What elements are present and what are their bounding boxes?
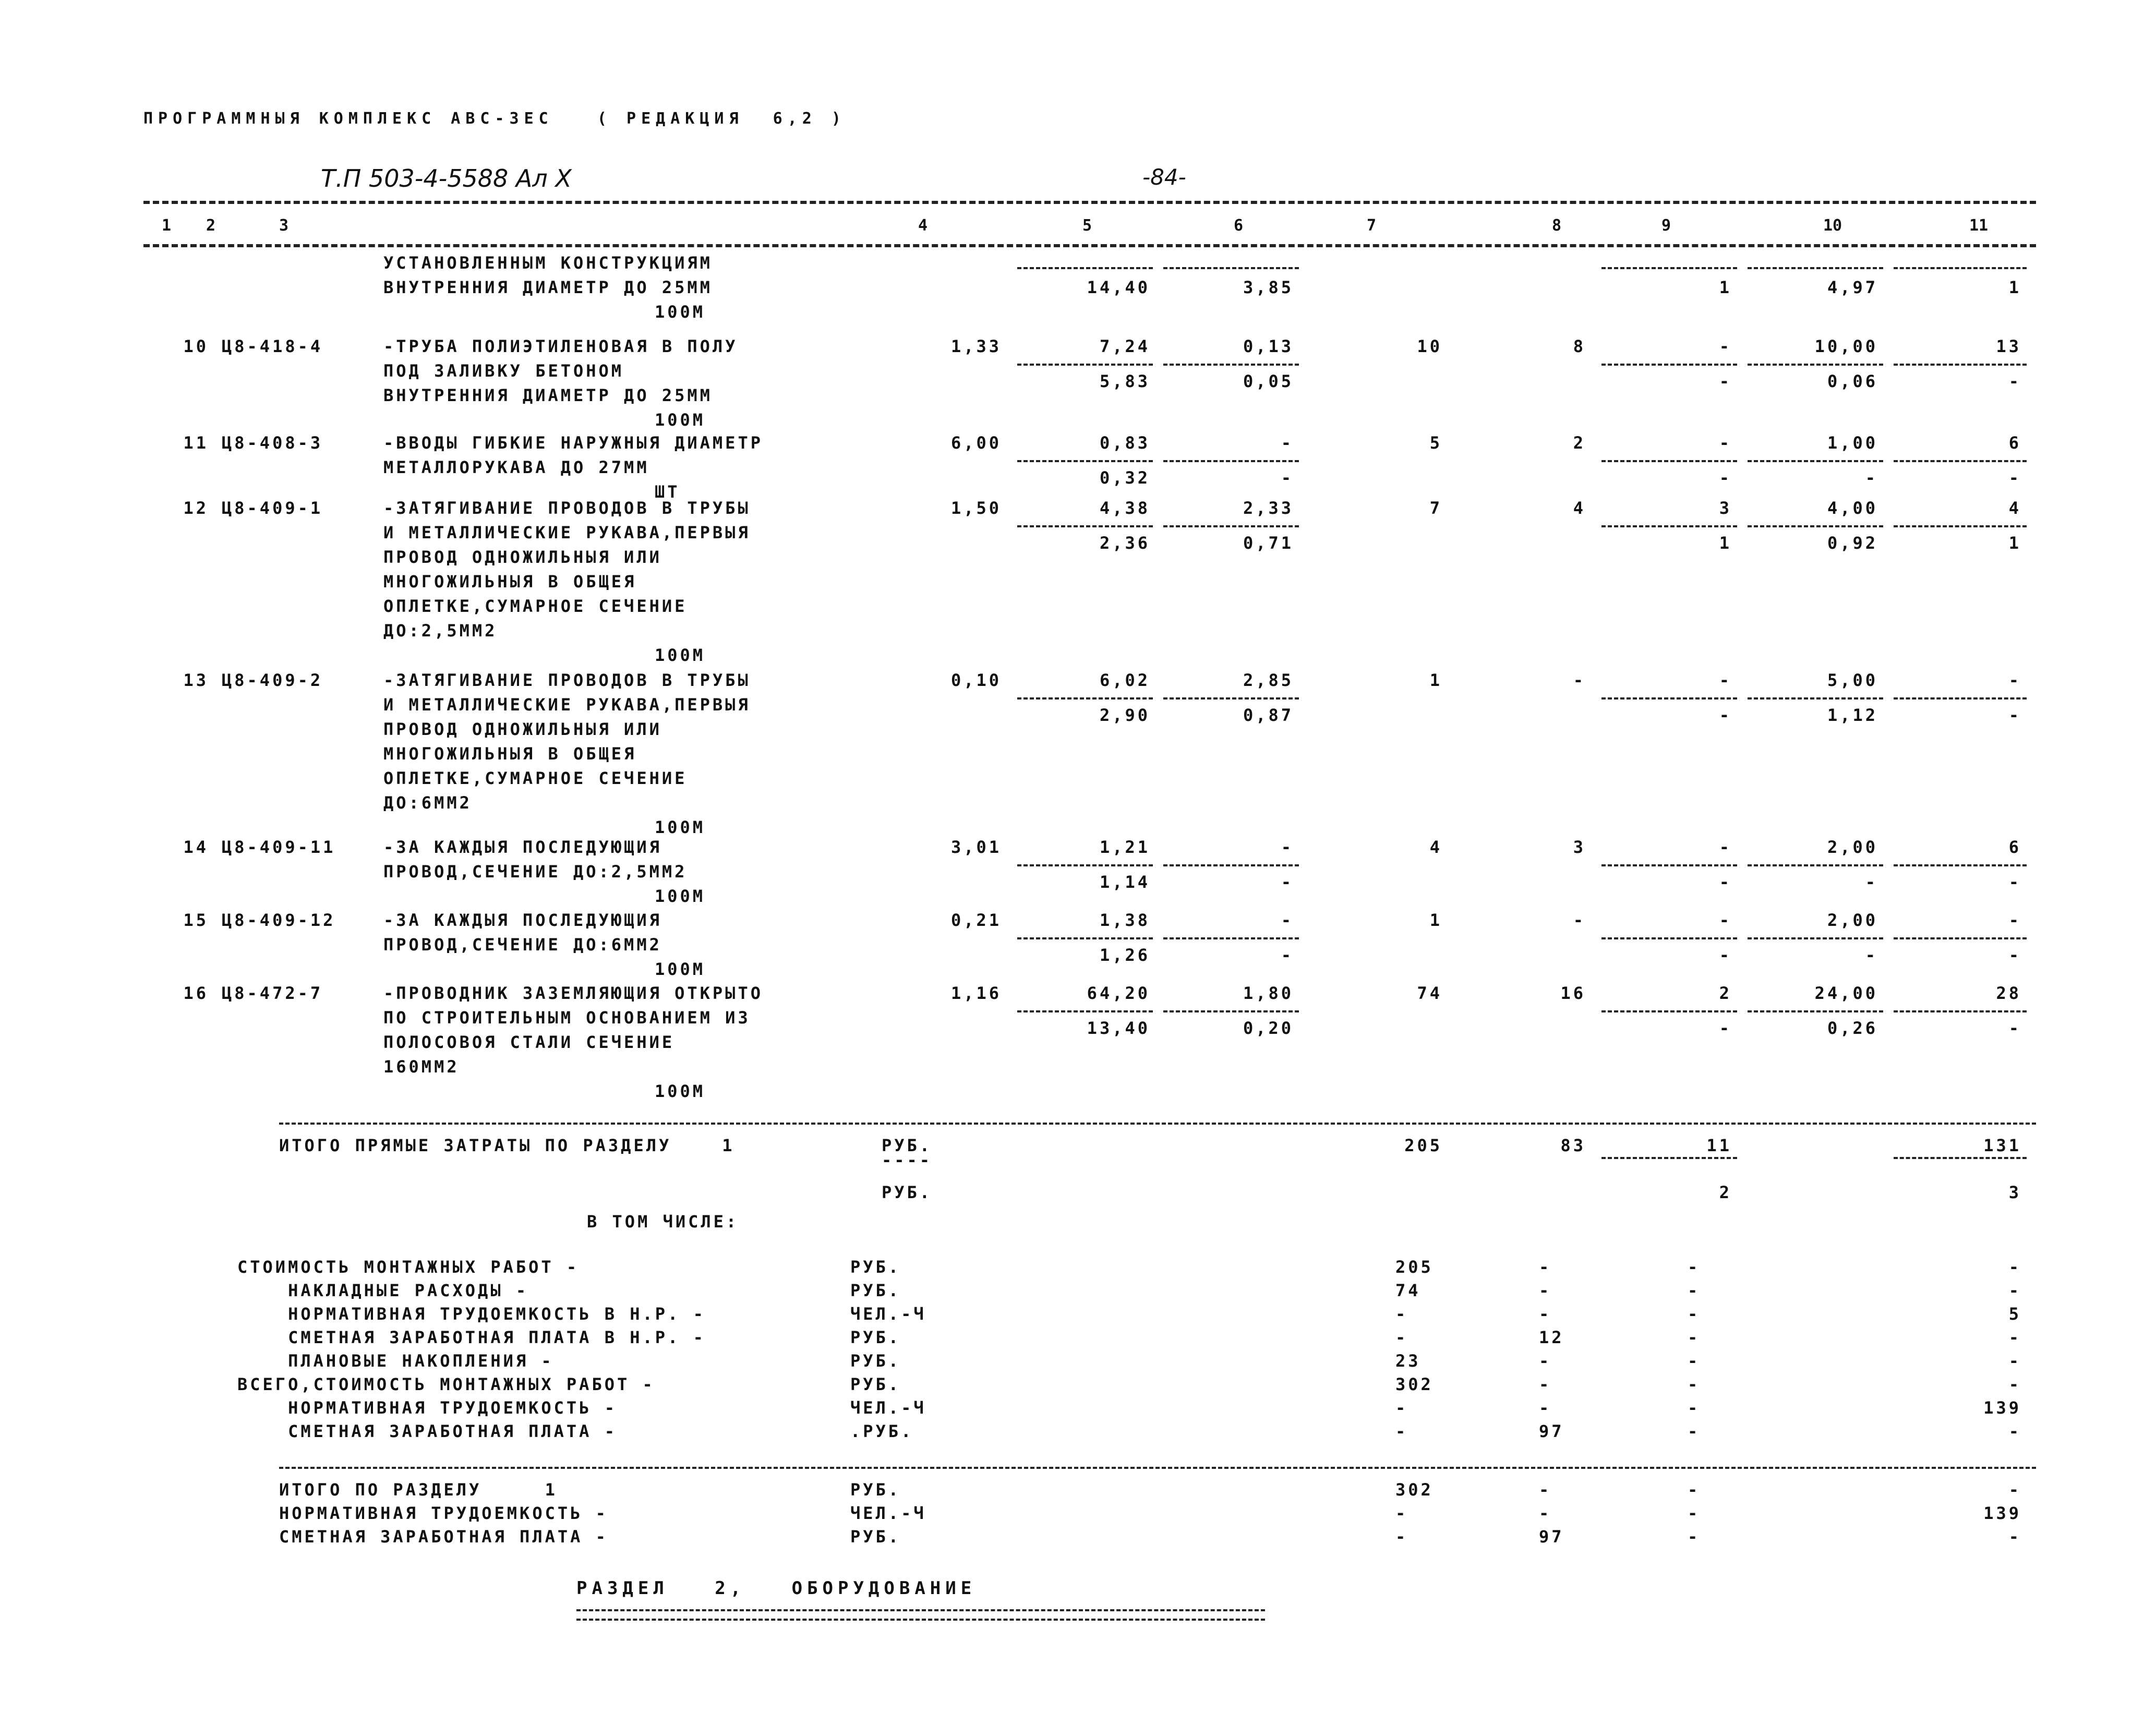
summary-line-c8: - xyxy=(1539,1257,1552,1277)
table-cell: 0,21 xyxy=(950,910,1002,930)
dash-separator xyxy=(1894,460,2027,462)
section-line-unit: ЧЕЛ.-Ч xyxy=(850,1503,926,1523)
table-cell: 1 xyxy=(1719,533,1732,553)
section-line-c8: 97 xyxy=(1539,1527,1564,1547)
table-cell: - xyxy=(1281,837,1294,857)
column-header: 8 xyxy=(1552,216,1562,235)
summary-line-c9: - xyxy=(1688,1351,1701,1371)
table-cell: 0,20 xyxy=(1243,1018,1294,1038)
table-cell: - xyxy=(1719,468,1732,488)
section-end-rule xyxy=(279,1467,2036,1469)
dash-separator xyxy=(1163,460,1299,462)
summary-line-unit: РУБ. xyxy=(850,1374,901,1394)
dash-separator xyxy=(1601,364,1737,366)
table-cell: - xyxy=(1719,1018,1732,1038)
row-code: Ц8-409-2 xyxy=(222,670,323,690)
table-cell: - xyxy=(1719,705,1732,725)
summary-line-c7: 205 xyxy=(1395,1257,1434,1277)
row-description-line: 100М xyxy=(655,886,706,906)
table-cell: - xyxy=(2008,1018,2021,1038)
table-cell: 4 xyxy=(2008,498,2021,518)
table-cell: 2,00 xyxy=(1827,837,1878,857)
including-heading: В ТОМ ЧИСЛЕ: xyxy=(587,1212,739,1232)
row-code: Ц8-409-11 xyxy=(222,837,336,857)
section-line-unit: РУБ. xyxy=(850,1480,901,1500)
summary-line-c7: - xyxy=(1395,1328,1408,1347)
table-cell: 2 xyxy=(1719,983,1732,1003)
summary-line-unit: РУБ. xyxy=(850,1257,901,1277)
row-description-line: УСТАНОВЛЕННЫМ КОНСТРУКЦИЯМ xyxy=(383,253,713,273)
table-cell: 2 xyxy=(1719,1183,1732,1202)
table-cell: - xyxy=(1719,371,1732,391)
summary-unit-dash: ---- xyxy=(882,1150,933,1170)
section-line-c7: 302 xyxy=(1395,1480,1434,1500)
table-cell: 4,00 xyxy=(1827,498,1878,518)
dash-separator xyxy=(1163,267,1299,269)
table-cell: 24,00 xyxy=(1814,983,1878,1003)
row-code: Ц8-408-3 xyxy=(222,433,323,453)
row-description-line: -ЗАТЯГИВАНИЕ ПРОВОДОВ В ТРУБЫ xyxy=(383,498,751,518)
row-description-line: 160ММ2 xyxy=(383,1057,460,1077)
dash-separator xyxy=(1748,267,1883,269)
table-cell: - xyxy=(1573,670,1586,690)
table-cell: - xyxy=(2008,1421,2021,1441)
column-header: 2 xyxy=(206,216,216,235)
table-cell: - xyxy=(2008,705,2021,725)
table-cell: 0,87 xyxy=(1243,705,1294,725)
next-section-underline xyxy=(576,1609,1265,1621)
table-cell: 0,06 xyxy=(1827,371,1878,391)
table-cell: 1,00 xyxy=(1827,433,1878,453)
column-header: 1 xyxy=(162,216,172,235)
table-cell: 1,12 xyxy=(1827,705,1878,725)
table-cell: 83 xyxy=(1560,1136,1586,1155)
table-cell: 3 xyxy=(1719,498,1732,518)
column-header: 3 xyxy=(279,216,289,235)
section-line-label: НОРМАТИВНАЯ ТРУДОЕМКОСТЬ - xyxy=(279,1503,608,1523)
summary-line-label: СМЕТНАЯ ЗАРАБОТНАЯ ПЛАТА - xyxy=(237,1421,617,1441)
summary-line-unit: ЧЕЛ.-Ч xyxy=(850,1398,926,1418)
summary-line-c8: 97 xyxy=(1539,1421,1564,1441)
table-cell: - xyxy=(1719,837,1732,857)
table-cell: - xyxy=(1865,468,1878,488)
dash-separator xyxy=(1601,1010,1737,1012)
dash-separator xyxy=(1748,937,1883,939)
table-cell: - xyxy=(1865,945,1878,965)
section-line-c9: - xyxy=(1688,1480,1701,1500)
table-cell: - xyxy=(1719,945,1732,965)
table-cell: 3 xyxy=(2008,1183,2021,1202)
summary-line-c9: - xyxy=(1688,1398,1701,1418)
row-description-line: И МЕТАЛЛИЧЕСКИЕ РУКАВА,ПЕРВЫЯ xyxy=(383,523,751,542)
table-cell: 1,26 xyxy=(1099,945,1150,965)
table-cell: 3,01 xyxy=(950,837,1002,857)
summary-line-label: НОРМАТИВНАЯ ТРУДОЕМКОСТЬ - xyxy=(237,1398,617,1418)
table-cell: 1,38 xyxy=(1099,910,1150,930)
table-cell: 16 xyxy=(1560,983,1586,1003)
table-cell: - xyxy=(1719,910,1732,930)
dash-separator xyxy=(1017,460,1153,462)
section-line-label: СМЕТНАЯ ЗАРАБОТНАЯ ПЛАТА - xyxy=(279,1527,608,1547)
table-cell: 2 xyxy=(1573,433,1586,453)
row-description-line: -ПРОВОДНИК ЗАЗЕМЛЯЮЩИЯ ОТКРЫТО xyxy=(383,983,763,1003)
table-cell: 1,50 xyxy=(950,498,1002,518)
dash-separator xyxy=(1163,364,1299,366)
dash-separator xyxy=(1017,364,1153,366)
row-code: Ц8-472-7 xyxy=(222,983,323,1003)
summary-line-c8: - xyxy=(1539,1304,1552,1324)
dash-separator xyxy=(1601,1157,1737,1159)
table-cell: - xyxy=(2008,670,2021,690)
row-description-line: ПРОВОД,СЕЧЕНИЕ ДО:2,5ММ2 xyxy=(383,862,688,882)
table-cell: - xyxy=(2008,910,2021,930)
table-cell: 139 xyxy=(1983,1503,2021,1523)
dash-separator xyxy=(1017,937,1153,939)
table-cell: - xyxy=(1281,872,1294,892)
next-section-title: РАЗДЕЛ 2, ОБОРУДОВАНИЕ xyxy=(576,1578,977,1599)
row-number: 11 xyxy=(183,433,209,453)
table-cell: 5 xyxy=(1429,433,1442,453)
table-cell: - xyxy=(1719,336,1732,356)
table-cell: 1,33 xyxy=(950,336,1002,356)
summary-unit: РУБ. xyxy=(882,1136,933,1155)
summary-line-label: ВСЕГО,СТОИМОСТЬ МОНТАЖНЫХ РАБОТ - xyxy=(237,1374,655,1394)
table-cell: 14,40 xyxy=(1087,278,1150,297)
dash-separator xyxy=(1601,460,1737,462)
dash-separator xyxy=(1163,937,1299,939)
row-description-line: ПО СТРОИТЕЛЬНЫМ ОСНОВАНИЕМ ИЗ xyxy=(383,1008,751,1028)
table-cell: 4,38 xyxy=(1099,498,1150,518)
row-description-line: -ТРУБА ПОЛИЭТИЛЕНОВАЯ В ПОЛУ xyxy=(383,336,738,356)
table-cell: - xyxy=(2008,371,2021,391)
dash-separator xyxy=(1601,937,1737,939)
program-header: ПРОГРАММНЫЯ КОМПЛЕКС АВС-ЗЕС ( РЕДАКЦИЯ 6,2 ) xyxy=(143,110,846,128)
table-cell: 5,00 xyxy=(1827,670,1878,690)
column-header: 7 xyxy=(1367,216,1377,235)
table-cell: 205 xyxy=(1404,1136,1442,1155)
row-description-line: 100М xyxy=(655,1081,706,1101)
table-cell: 6,02 xyxy=(1099,670,1150,690)
dash-separator xyxy=(1748,525,1883,527)
row-description-line: ДО:6ММ2 xyxy=(383,793,472,813)
summary-line-c9: - xyxy=(1688,1304,1701,1324)
row-description-line: ПРОВОД ОДНОЖИЛЬНЫЯ ИЛИ xyxy=(383,719,662,739)
dash-separator xyxy=(1894,525,2027,527)
row-number: 13 xyxy=(183,670,209,690)
section-line-c9: - xyxy=(1688,1527,1701,1547)
table-cell: - xyxy=(1281,468,1294,488)
table-cell: - xyxy=(2008,1257,2021,1277)
table-cell: 2,36 xyxy=(1099,533,1150,553)
table-cell: 1,16 xyxy=(950,983,1002,1003)
dash-separator xyxy=(1017,864,1153,866)
row-number: 12 xyxy=(183,498,209,518)
table-cell: - xyxy=(1281,433,1294,453)
table-cell: 13 xyxy=(1996,336,2021,356)
summary-line-c9: - xyxy=(1688,1257,1701,1277)
dash-separator xyxy=(1601,525,1737,527)
table-cell: 0,92 xyxy=(1827,533,1878,553)
table-cell: 4 xyxy=(1573,498,1586,518)
table-cell: 1 xyxy=(1719,278,1732,297)
section-line-unit: РУБ. xyxy=(850,1527,901,1547)
summary-line-c9: - xyxy=(1688,1374,1701,1394)
summary-unit: РУБ. xyxy=(882,1183,933,1202)
dash-separator xyxy=(1601,864,1737,866)
summary-line-c7: - xyxy=(1395,1421,1408,1441)
row-code: Ц8-409-1 xyxy=(222,498,323,518)
table-cell: 4 xyxy=(1429,837,1442,857)
table-cell: 10,00 xyxy=(1814,336,1878,356)
row-description-line: -ЗА КАЖДЫЯ ПОСЛЕДУЮЩИЯ xyxy=(383,910,662,930)
table-cell: 28 xyxy=(1996,983,2021,1003)
table-cell: 6 xyxy=(2008,433,2021,453)
section-line-c7: - xyxy=(1395,1527,1408,1547)
column-header: 4 xyxy=(918,216,928,235)
summary-line-c9: - xyxy=(1688,1328,1701,1347)
row-description-line: МЕТАЛЛОРУКАВА ДО 27ММ xyxy=(383,457,649,477)
summary-line-c7: - xyxy=(1395,1398,1408,1418)
table-cell: 8 xyxy=(1573,336,1586,356)
row-description-line: -ЗА КАЖДЫЯ ПОСЛЕДУЮЩИЯ xyxy=(383,837,662,857)
table-cell: 131 xyxy=(1983,1136,2021,1155)
dash-separator xyxy=(1163,525,1299,527)
row-description-line: ВНУТРЕННИЯ ДИАМЕТР ДО 25ММ xyxy=(383,278,713,297)
summary-line-label: СТОИМОСТЬ МОНТАЖНЫХ РАБОТ - xyxy=(237,1257,580,1277)
dash-separator xyxy=(1601,267,1737,269)
column-header: 6 xyxy=(1234,216,1244,235)
row-description-line: ПОД ЗАЛИВКУ БЕТОНОМ xyxy=(383,361,624,381)
summary-line-label: НАКЛАДНЫЕ РАСХОДЫ - xyxy=(237,1281,529,1300)
table-cell: 10 xyxy=(1417,336,1442,356)
table-cell: 6 xyxy=(2008,837,2021,857)
table-cell: 6,00 xyxy=(950,433,1002,453)
row-description-line: ОПЛЕТКЕ,СУМАРНОЕ СЕЧЕНИЕ xyxy=(383,768,688,788)
table-cell: 1 xyxy=(1429,910,1442,930)
table-top-rule xyxy=(143,201,2036,204)
dash-separator xyxy=(1601,697,1737,699)
table-cell: - xyxy=(2008,945,2021,965)
summary-line-label: ПЛАНОВЫЕ НАКОПЛЕНИЯ - xyxy=(237,1351,554,1371)
row-description-line: ДО:2,5ММ2 xyxy=(383,621,498,641)
table-cell: 7 xyxy=(1429,498,1442,518)
row-description-line: -ЗАТЯГИВАНИЕ ПРОВОДОВ В ТРУБЫ xyxy=(383,670,751,690)
row-description-line: 100М xyxy=(655,302,706,322)
table-cell: 2,85 xyxy=(1243,670,1294,690)
table-cell: - xyxy=(2008,1328,2021,1347)
summary-line-c7: 23 xyxy=(1395,1351,1421,1371)
row-description-line: ШТ xyxy=(655,482,680,502)
table-cell: - xyxy=(1281,910,1294,930)
summary-line-c7: - xyxy=(1395,1304,1408,1324)
summary-line-unit: .РУБ. xyxy=(850,1421,914,1441)
table-cell: 7,24 xyxy=(1099,336,1150,356)
row-number: 16 xyxy=(183,983,209,1003)
row-code: Ц8-409-12 xyxy=(222,910,336,930)
column-header: 11 xyxy=(1969,216,1989,235)
dash-separator xyxy=(1894,1010,2027,1012)
dash-separator xyxy=(1894,364,2027,366)
row-description-line: МНОГОЖИЛЬНЫЯ В ОБЩЕЯ xyxy=(383,572,637,592)
dash-separator xyxy=(1748,460,1883,462)
summary-line-c8: - xyxy=(1539,1351,1552,1371)
row-description-line: 100М xyxy=(655,817,706,837)
table-cell: - xyxy=(1719,872,1732,892)
row-description-line: ОПЛЕТКЕ,СУМАРНОЕ СЕЧЕНИЕ xyxy=(383,596,688,616)
row-number: 15 xyxy=(183,910,209,930)
table-cell: 74 xyxy=(1417,983,1442,1003)
table-cell: 1,21 xyxy=(1099,837,1150,857)
table-cell: - xyxy=(1281,945,1294,965)
summary-line-unit: РУБ. xyxy=(850,1281,901,1300)
table-cell: - xyxy=(2008,1480,2021,1500)
summary-line-unit: ЧЕЛ.-Ч xyxy=(850,1304,926,1324)
table-cell: 3 xyxy=(1573,837,1586,857)
summary-total-label: ИТОГО ПРЯМЫЕ ЗАТРАТЫ ПО РАЗДЕЛУ 1 xyxy=(279,1136,735,1155)
section-line-c9: - xyxy=(1688,1503,1701,1523)
table-cell: 1 xyxy=(2008,278,2021,297)
section-total-rule xyxy=(279,1123,2036,1125)
table-cell: 1 xyxy=(2008,533,2021,553)
row-description-line: 100М xyxy=(655,645,706,665)
summary-line-c7: 302 xyxy=(1395,1374,1434,1394)
summary-line-label: НОРМАТИВНАЯ ТРУДОЕМКОСТЬ В Н.Р. - xyxy=(237,1304,706,1324)
table-cell: - xyxy=(2008,1281,2021,1300)
table-cell: 2,00 xyxy=(1827,910,1878,930)
dash-separator xyxy=(1894,937,2027,939)
dash-separator xyxy=(1748,864,1883,866)
table-cell: 1,80 xyxy=(1243,983,1294,1003)
section-line-c8: - xyxy=(1539,1503,1552,1523)
row-description-line: МНОГОЖИЛЬНЫЯ В ОБЩЕЯ xyxy=(383,744,637,764)
summary-line-c9: - xyxy=(1688,1281,1701,1300)
table-cell: 0,71 xyxy=(1243,533,1294,553)
table-cell: 0,32 xyxy=(1099,468,1150,488)
summary-line-c9: - xyxy=(1688,1421,1701,1441)
dash-separator xyxy=(1017,1010,1153,1012)
row-description-line: ПРОВОД ОДНОЖИЛЬНЫЯ ИЛИ xyxy=(383,547,662,567)
document-code: Т.П 503-4-5588 Ал Х xyxy=(321,164,572,192)
table-cell: - xyxy=(1719,670,1732,690)
row-description-line: 100М xyxy=(655,959,706,979)
table-cell: 1,14 xyxy=(1099,872,1150,892)
dash-separator xyxy=(1894,697,2027,699)
column-header: 10 xyxy=(1823,216,1842,235)
table-cell: 64,20 xyxy=(1087,983,1150,1003)
table-cell: - xyxy=(2008,1527,2021,1547)
table-cell: - xyxy=(1573,910,1586,930)
table-cell: - xyxy=(1865,872,1878,892)
dash-separator xyxy=(1894,267,2027,269)
table-cell: - xyxy=(2008,1351,2021,1371)
dash-separator xyxy=(1748,697,1883,699)
dash-separator xyxy=(1017,525,1153,527)
dash-separator xyxy=(1017,697,1153,699)
row-description-line: 100М xyxy=(655,410,706,430)
table-cell: - xyxy=(2008,1374,2021,1394)
row-description-line: -ВВОДЫ ГИБКИЕ НАРУЖНЫЯ ДИАМЕТР xyxy=(383,433,763,453)
row-number: 14 xyxy=(183,837,209,857)
table-cell: - xyxy=(1719,433,1732,453)
dash-separator xyxy=(1163,864,1299,866)
dash-separator xyxy=(1894,864,2027,866)
summary-line-label: СМЕТНАЯ ЗАРАБОТНАЯ ПЛАТА В Н.Р. - xyxy=(237,1328,706,1347)
summary-line-c8: - xyxy=(1539,1398,1552,1418)
dash-separator xyxy=(1748,1010,1883,1012)
table-cell: 2,33 xyxy=(1243,498,1294,518)
row-description-line: ПОЛОСОВОЯ СТАЛИ СЕЧЕНИЕ xyxy=(383,1032,675,1052)
summary-line-unit: РУБ. xyxy=(850,1328,901,1347)
table-cell: 3,85 xyxy=(1243,278,1294,297)
summary-line-c8: - xyxy=(1539,1374,1552,1394)
table-cell: 2,90 xyxy=(1099,705,1150,725)
row-code: Ц8-418-4 xyxy=(222,336,323,356)
section-line-c7: - xyxy=(1395,1503,1408,1523)
table-cell: 0,83 xyxy=(1099,433,1150,453)
column-header: 9 xyxy=(1661,216,1671,235)
column-header: 5 xyxy=(1082,216,1092,235)
table-cell: 0,13 xyxy=(1243,336,1294,356)
table-cell: 0,10 xyxy=(950,670,1002,690)
dash-separator xyxy=(1163,1010,1299,1012)
section-line-c8: - xyxy=(1539,1480,1552,1500)
section-line-label: ИТОГО ПО РАЗДЕЛУ 1 xyxy=(279,1480,558,1500)
table-header-rule xyxy=(143,244,2036,247)
summary-line-c7: 74 xyxy=(1395,1281,1421,1300)
table-cell: 1 xyxy=(1429,670,1442,690)
table-cell: 4,97 xyxy=(1827,278,1878,297)
table-cell: 11 xyxy=(1706,1136,1732,1155)
table-cell: 5 xyxy=(2008,1304,2021,1324)
table-cell: 5,83 xyxy=(1099,371,1150,391)
dash-separator xyxy=(1748,364,1883,366)
page-number: -84- xyxy=(1142,164,1186,190)
summary-line-c8: - xyxy=(1539,1281,1552,1300)
table-cell: 139 xyxy=(1983,1398,2021,1418)
row-description-line: ПРОВОД,СЕЧЕНИЕ ДО:6ММ2 xyxy=(383,935,662,955)
dash-separator xyxy=(1894,1157,2027,1159)
dash-separator xyxy=(1017,267,1153,269)
table-cell: 13,40 xyxy=(1087,1018,1150,1038)
row-number: 10 xyxy=(183,336,209,356)
dash-separator xyxy=(1163,697,1299,699)
row-description-line: И МЕТАЛЛИЧЕСКИЕ РУКАВА,ПЕРВЫЯ xyxy=(383,695,751,715)
table-cell: - xyxy=(2008,468,2021,488)
table-cell: 0,05 xyxy=(1243,371,1294,391)
summary-line-c8: 12 xyxy=(1539,1328,1564,1347)
row-description-line: ВНУТРЕННИЯ ДИАМЕТР ДО 25ММ xyxy=(383,385,713,405)
table-cell: 0,26 xyxy=(1827,1018,1878,1038)
table-cell: - xyxy=(2008,872,2021,892)
summary-line-unit: РУБ. xyxy=(850,1351,901,1371)
